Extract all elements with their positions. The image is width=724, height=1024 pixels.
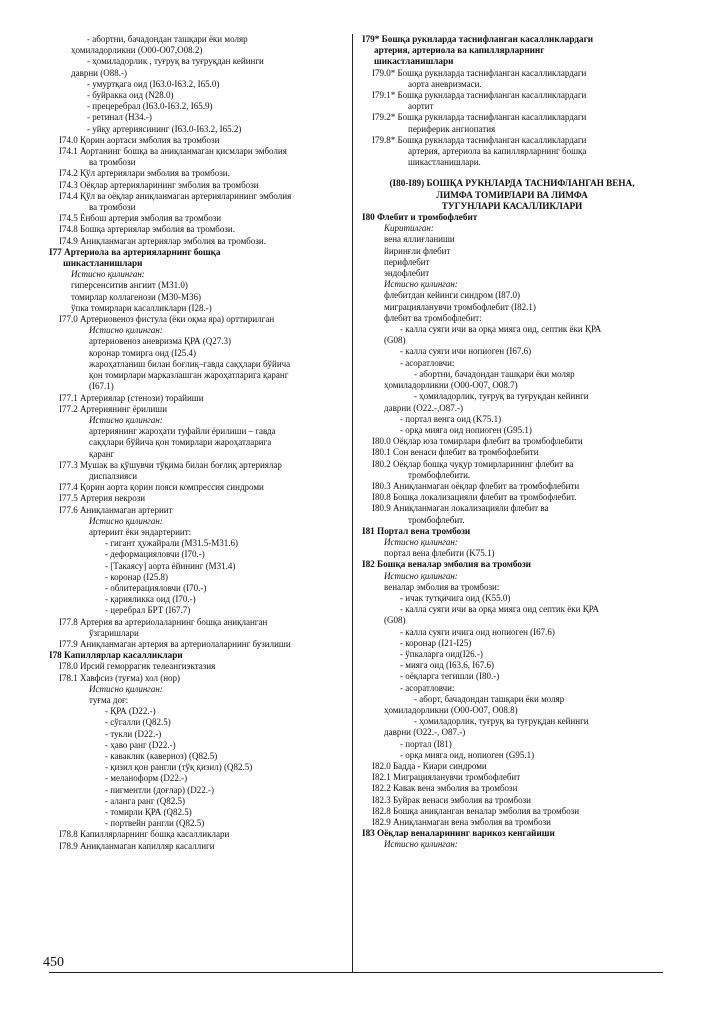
entry-line: ҳомиладорликни (O00-O07, O08.8) [384,704,518,715]
entry-line: сақҳлари бўйича қон томирлари жароҳатларига [89,437,272,448]
entry-line: даврни (O22.-,O87.-) [384,402,463,413]
entry-line: (I67.1) [89,381,114,392]
entry-line: - портвейн рангли (Q82.5) [105,818,205,829]
note-label: Истисно қилинган: [384,839,458,850]
code-heading: I81 Портал вена тромбози [362,525,471,536]
entry-line: - коронар (I21-I25) [400,637,472,648]
entry-line: I82.2 Кавак вена эмболия ва тромбози [372,783,518,794]
entry-line: I78.9 Аниқланмаган капилляр касаллиги [59,840,215,851]
entry-line: портал вена флебити (K75.1) [384,548,495,559]
entry-line: I77.4 Қорин аорта қорин пояси компрессия синдроми [59,482,264,493]
entry-line: - прецеребрал (I63.0-I63.2, I65.9) [87,101,213,112]
entry-line: - мияга оид (I63.6, I67.6) [400,660,494,671]
entry-line: I77.8 Артерия ва артериолаларнинг бошқа аниқланган [59,616,268,627]
entry-line: гиперсенситив ангиит (M31.0) [71,280,188,291]
entry-line: периферик ангиопатия [408,123,496,134]
entry-line: - абортни, бачадондан ташқари ёки моляр [414,368,575,379]
entry-line: коронар томирга оид (I25.4) [89,347,196,358]
entry-line: тромбофлебити. [408,469,471,480]
code-heading: I78 Капиллярлар касалликлари [49,650,183,661]
entry-line: I77.3 Мушак ва қўшувчи тўқима билан боғлиқ артериялар [59,459,282,470]
entry-line: - ўпкаларга оид(I26.-) [400,648,483,659]
entry-line: - асоратловчи: [400,682,455,693]
entry-line: - ҳомиладорлик, туғруқ ва туғруқдан кейинги [414,716,589,727]
entry-line: аортит [408,101,434,112]
entry-line: I77.2 Артериянинг ёрилиши [59,403,168,414]
entry-line: I74.3 Оёқлар артерияларининг эмболия ва тромбози [59,179,259,190]
entry-line: - калла суяги ичи нопиоген (I67.6) [400,346,532,357]
code-heading: I82 Бошқа веналар эмболия ва тромбози [362,559,531,570]
entry-line: ҳомиладорликни (O00-O07, O08.7) [384,380,518,391]
entry-line: - портал (I81) [400,738,452,749]
entry-line: флебитдан кейинги синдром (I87.0) [384,290,521,301]
entry-line: I78.8 Капиллярларнинг бошқа касалликлари [59,829,230,840]
entry-line: I79.0* Бошқа рукнларда таснифланган касалликлардаги [372,67,587,78]
entry-line: I82.8 Бошқа аниқланган веналар эмболия ва тромбози [372,805,580,816]
entry-line: I82.3 Буйрак венаси эмболия ва тромбози [372,794,531,805]
entry-line: - орқа мияга оид нопиоген (G95.1) [400,424,532,435]
entry-line: - портал венга оид (K75.1) [400,413,502,424]
entry-line: I77.1 Артериялар (стенози) торайиши [59,392,204,403]
entry-line: аорта аневризмаси. [408,78,482,89]
entry-line: I77.0 Артериовеноз фистула (ёки оқма яра) орттирилган [59,314,275,325]
entry-line: (G08) [384,615,406,626]
entry-line: ва тромбози [89,157,136,168]
code-heading: I77 Артериола ва артерияларнинг бошқа [49,246,221,257]
entry-line: - облитерацияловчи (I70.-) [105,582,207,593]
entry-line: қон томирлари марказлашган жароҳатларига қаранг [89,370,289,381]
entry-line: - ҚРА (D22.-) [105,706,156,717]
entry-line: жароҳатланиш билан боғлиқ–гавда сақҳлари бўйича [89,358,291,369]
entry-line: - қарияликка оид (I70.-) [105,594,196,605]
entry-line: - абортни, бачадондан ташқари ёки моляр [87,34,248,44]
entry-line: перифлебит [384,256,430,267]
entry-line: - коронар (I25.8) [105,571,168,582]
entry-line: I80.9 Аниқланмаган локализацияли флебит ва [372,503,549,514]
entry-line: - калла суяги ичига оид нопиоген (I67.6) [400,626,555,637]
entry-line: - уйқу артериясининг (I63.0-I63.2, I65.2) [87,123,242,134]
note-label: Истисно қилинган: [384,536,458,547]
entry-line: I82.0 Бадда - Киари синдроми [372,761,487,771]
note-label: Истисно қилинган: [89,515,163,526]
entry-line: I74.9 Аниқланмаган артериялар эмболия ва тромбози. [59,235,266,246]
code-heading: артерия, артериола ва капиллярларнинг [374,45,545,56]
entry-line: даврни (O22.-, O87.-) [384,727,466,738]
entry-line: - гигант ҳужайрали (M31.5-M31.6) [105,538,238,549]
entry-line: I80.2 Оёқлар бошқа чуқур томирларининг флебит ва [372,458,574,469]
entry-line: - қизил қон рангли (тўқ қизил) (Q82.5) [105,762,253,773]
entry-line: I79.1* Бошқа рукнларда таснифланган касалликлардаги [372,90,587,101]
entry-line: - аланга ранг (Q82.5) [105,795,186,806]
entry-line: эндофлебит [384,268,430,279]
entry-line: артерия, артериола ва капиллярларнинг бошқа [408,146,587,157]
page-number: 450 [43,955,64,970]
entry-line: ўпка томирлари касалликлари (I28.-) [71,302,212,313]
note-label: Истисно қилинган: [384,279,458,290]
entry-line: артериит ёки эндартериит: [89,526,192,537]
note-label: Истисно қилинган: [89,683,163,694]
code-heading: I79* Бошқа рукнларда таснифланган касалликлардаги [362,34,594,44]
code-heading: шикастланишлари [63,258,143,269]
section-heading: ЛИМФА ТОМИРЛАРИ ВА ЛИМФА [436,189,588,200]
entry-line: - ретинал (H34.-) [87,112,152,123]
entry-line: I80.0 Оёқлар юза томирлари флебит ва тромбофлебити [372,436,583,447]
note-label: Истисно қилинган: [89,325,163,336]
entry-line: (G08) [384,335,406,346]
entry-line: I77.5 Артерия некрози [59,493,146,504]
entry-line: ҳомиладорликни (O00-O07,O08.2) [71,45,203,56]
entry-line: I79.2* Бошқа рукнларда таснифланган касалликлардаги [372,112,587,123]
entry-line: I82.1 Миграцияланувчи тромбофлебит [372,772,521,783]
code-heading: I80 Флебит и тромбофлебит [362,212,478,223]
right-column [362,34,662,851]
entry-line: ўзгаришлари [89,627,139,638]
entry-line: флебит ва тромбофлебит: [384,312,482,323]
entry-line: - [Такаясу] аорта ёйининг (M31.4) [105,560,236,571]
entry-line: - каваклик (каверноз) (Q82.5) [105,751,218,761]
entry-line: диспалзияси [89,470,138,481]
entry-line: - орқа мияга оид, нопиоген (G95.1) [400,749,535,760]
entry-line: - томирли ҚРА (Q82.5) [105,807,192,818]
entry-line: йиринғли флебит [384,245,451,256]
entry-line: артериовеноз аневризма ҚРА (Q27.3) [89,336,231,347]
entry-line: - сўгалли (Q82.5) [105,717,171,728]
entry-line: I74.1 Аортанинг бошқа ва аниқланмаган қисмлари эмболия [59,146,287,157]
note-label: Киритилган: [384,223,434,234]
entry-line: I74.4 Қўл ва оёқлар аниқланмаган артерияларининг эмболия [59,190,292,201]
entry-line: - аборт, бачадондан ташқари ёки моляр [414,693,565,704]
entry-line: даврни (O88.-) [71,67,127,78]
entry-line: I77.9 Аниқланмаган артерия ва артериолаларнинг бузилиши [59,638,291,649]
entry-line: - ичак тутқичига оид (K55.0) [400,592,511,603]
entry-line: - меланоформ (D22.-) [105,773,188,784]
entry-line: I78.0 Ирсий геморрагик телеангиэктазия [59,661,216,672]
entry-line: веналар эмболия ва тромбози: [384,581,500,592]
entry-line: - оёқларга тегишли (I80.-) [400,671,500,682]
entry-line: - асоратловчи: [400,357,455,368]
entry-line: - буйракка оид (N28.0) [87,90,174,101]
entry-line: - деформацияловчи (I70.-) [105,549,205,560]
entry-line: - ҳомиладорлик, туғруқ ва туғруқдан кейинги [414,391,589,402]
code-heading: I83 Оёқлар веналарининг варикоз кенгайиши [362,828,555,839]
entry-line: - калла суяги ичи ва орқа мияга оид, септик ёки ҚРА [400,324,602,335]
note-label: Истисно қилинган: [384,570,458,581]
entry-line: I82.9 Аниқланмаган вена эмболия ва тромбози [372,817,551,828]
entry-line: I74.5 Ёнбош артерия эмболия ва тромбози [59,213,222,224]
entry-line: тромбофлебит. [408,514,465,525]
entry-line: вена яллиғланиши [384,234,455,245]
entry-line: - умуртқага оид (I63.0-I63.2, I65.0) [87,78,220,89]
entry-line: томирлар коллагенози (M30-M36) [71,291,202,302]
bottom-rule [49,972,663,973]
entry-line: I80.3 Аниқланмаган оёқлар флебит ва тромбофлебити [372,480,580,491]
section-heading: (I80-I89) БОШҚА РУКНЛАРДА ТАСНИФЛАНГАН ВЕНА, [389,178,635,189]
entry-line: I74.8 Бошқа артериялар эмболия ва тромбози. [59,224,235,235]
spacer [362,168,662,178]
entry-line: I74.0 Қорин аортаси эмболия ва тромбози [59,134,220,145]
left-column [49,34,349,852]
entry-line: - тукли (D22.-) [105,728,162,739]
entry-line: миграцияланувчи тромбофлебит (I82.1) [384,301,536,312]
note-label: Истисно қилинган: [89,414,163,425]
code-heading: шикастланишлари [374,56,454,67]
section-heading: ТУГУНЛАРИ КАСАЛЛИКЛАРИ [441,200,583,211]
entry-line: артериянинг жароҳати туфайли ёрилиши – гавда [89,426,276,437]
entry-line: - ҳомиладорлик , туғруқ ва туғруқдан кейинги [87,56,264,67]
entry-line: шикастланишлари. [408,157,481,168]
note-label: Истисно қилинган: [71,269,145,280]
entry-line: ва тромбози [89,202,136,213]
entry-line: I74.2 Қўл артериялари эмболия ва тромбози. [59,168,230,179]
entry-line: - пигментли (доғлар) (D22.-) [105,784,214,795]
entry-line: - калла суяги ичи ва орқа мияга оид септик ёки ҚРА [400,604,600,615]
entry-line: I78.1 Хавфсиз (туғма) хол (нор) [59,672,181,683]
entry-line: I77.6 Аниқланмаган артериит [59,504,173,515]
entry-line: - церебрал БРТ (I67.7) [105,605,191,616]
entry-line: I80.8 Бошқа локализацияли флебит ва тромбофлебит. [372,492,577,503]
column-divider [352,34,353,972]
entry-line: қаранг [89,448,115,459]
entry-line: I80.1 Сон венаси флебит ва тромбофлебити [372,447,539,458]
entry-line: - ҳаво ранг (D22.-) [105,739,176,750]
entry-line: туғма доғ: [89,694,129,705]
entry-line: I79.8* Бошқа рукнларда таснифланган касалликлардаги [372,134,587,145]
